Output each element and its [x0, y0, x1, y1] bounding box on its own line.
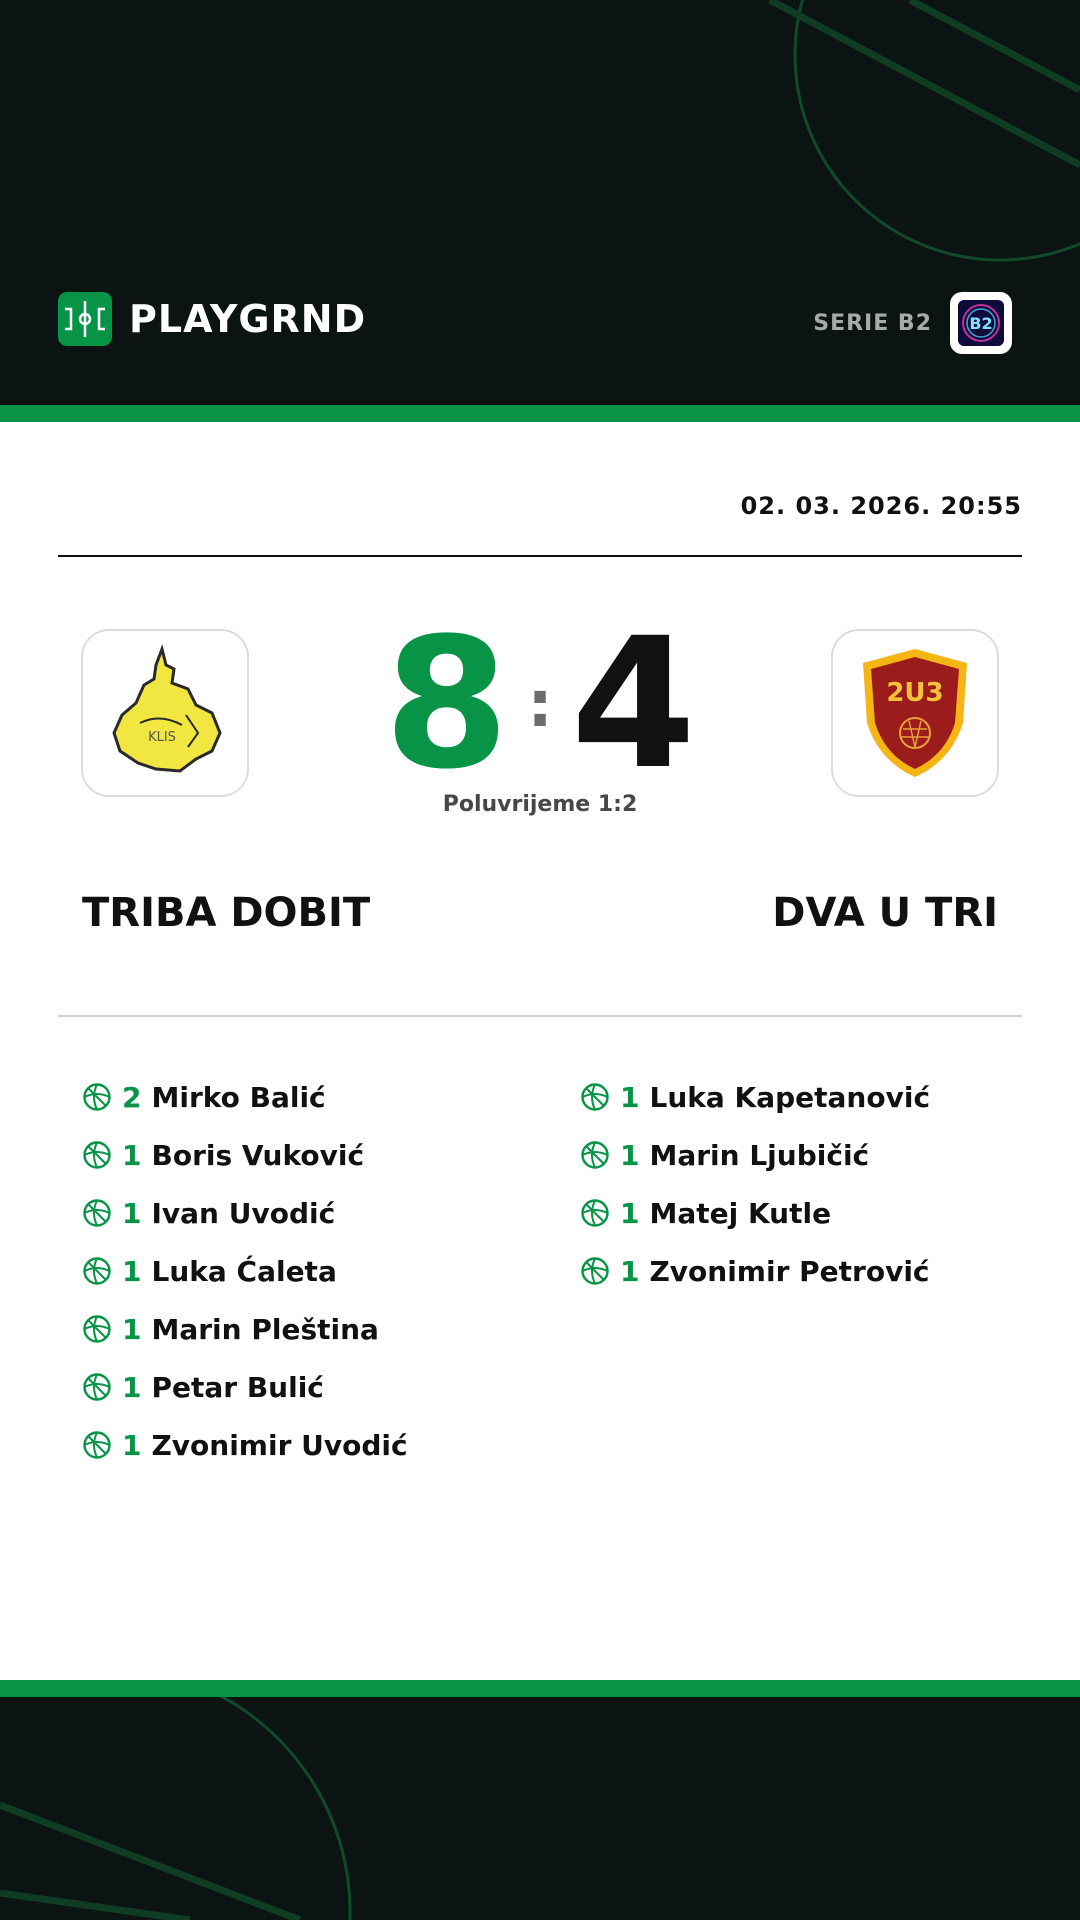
away-team-name: DVA U TRI [772, 890, 998, 936]
footer-accent-stripe [0, 1680, 1080, 1697]
league-badge-icon [957, 299, 1005, 347]
home-scorers-list [82, 1068, 408, 1474]
footer-decoration [0, 1697, 1080, 1920]
divider [58, 1015, 1022, 1017]
goal-count: 1 [122, 1428, 142, 1462]
ball-icon [82, 1082, 112, 1112]
ball-icon [580, 1082, 610, 1112]
header-accent-stripe [0, 405, 1080, 422]
player-name: Ivan Uvodić [151, 1196, 336, 1230]
scorer-row [580, 1068, 930, 1126]
goal-count: 1 [122, 1254, 142, 1288]
scorer-row [82, 1068, 408, 1126]
away-team-logo[interactable] [831, 629, 999, 797]
player-name: Mirko Balić [151, 1080, 326, 1114]
league-badge[interactable] [950, 292, 1012, 354]
ball-icon [580, 1140, 610, 1170]
home-team-name: TRIBA DOBIT [82, 890, 371, 936]
scorer-row [580, 1126, 930, 1184]
scorer-row [580, 1242, 930, 1300]
home-score: 8 [383, 600, 510, 809]
goal-count: 1 [122, 1312, 142, 1346]
goal-count: 1 [122, 1370, 142, 1404]
halftime-score: Poluvrijeme 1:2 [442, 792, 638, 817]
player-name: Marin Pleština [151, 1312, 379, 1346]
ball-icon [82, 1256, 112, 1286]
brand-logo[interactable] [58, 292, 366, 346]
away-scorers-list [580, 1068, 930, 1300]
pitch-icon [58, 292, 112, 346]
scorer-row [82, 1242, 408, 1300]
score-separator: : [527, 668, 553, 742]
player-name: Luka Ćaleta [151, 1254, 337, 1288]
ball-icon [82, 1198, 112, 1228]
scorer-row [82, 1184, 408, 1242]
ball-icon [82, 1372, 112, 1402]
divider [58, 555, 1022, 557]
ball-icon [82, 1430, 112, 1460]
goal-count: 1 [620, 1196, 640, 1230]
svg-text:2U3: 2U3 [886, 678, 944, 708]
player-name: Luka Kapetanović [649, 1080, 931, 1114]
shield-crest-icon [855, 643, 975, 783]
scorer-row [82, 1358, 408, 1416]
goal-count: 1 [122, 1196, 142, 1230]
scorer-row [82, 1300, 408, 1358]
goal-count: 1 [620, 1254, 640, 1288]
scorer-row [82, 1126, 408, 1184]
header-banner [0, 0, 1080, 405]
goal-count: 2 [122, 1080, 142, 1114]
away-score: 4 [570, 600, 697, 809]
goal-count: 1 [620, 1138, 640, 1172]
player-name: Marin Ljubičić [649, 1138, 870, 1172]
ball-icon [82, 1314, 112, 1344]
league-info [813, 292, 1012, 354]
league-name: SERIE B2 [813, 310, 932, 336]
player-name: Boris Vuković [151, 1138, 365, 1172]
svg-text:KLIS: KLIS [148, 730, 176, 745]
player-name: Matej Kutle [649, 1196, 832, 1230]
player-name: Zvonimir Uvodić [151, 1428, 408, 1462]
scorer-row [82, 1416, 408, 1474]
player-name: Zvonimir Petrović [649, 1254, 930, 1288]
goal-count: 1 [122, 1138, 142, 1172]
ball-icon [580, 1198, 610, 1228]
match-datetime: 02. 03. 2026. 20:55 [740, 492, 1022, 520]
svg-text:B2: B2 [969, 314, 993, 333]
footer-banner [0, 1697, 1080, 1920]
brand-name: PLAYGRND [129, 297, 367, 341]
scorer-row [580, 1184, 930, 1242]
goal-count: 1 [620, 1080, 640, 1114]
ball-icon [82, 1140, 112, 1170]
player-name: Petar Bulić [151, 1370, 324, 1404]
ball-icon [580, 1256, 610, 1286]
